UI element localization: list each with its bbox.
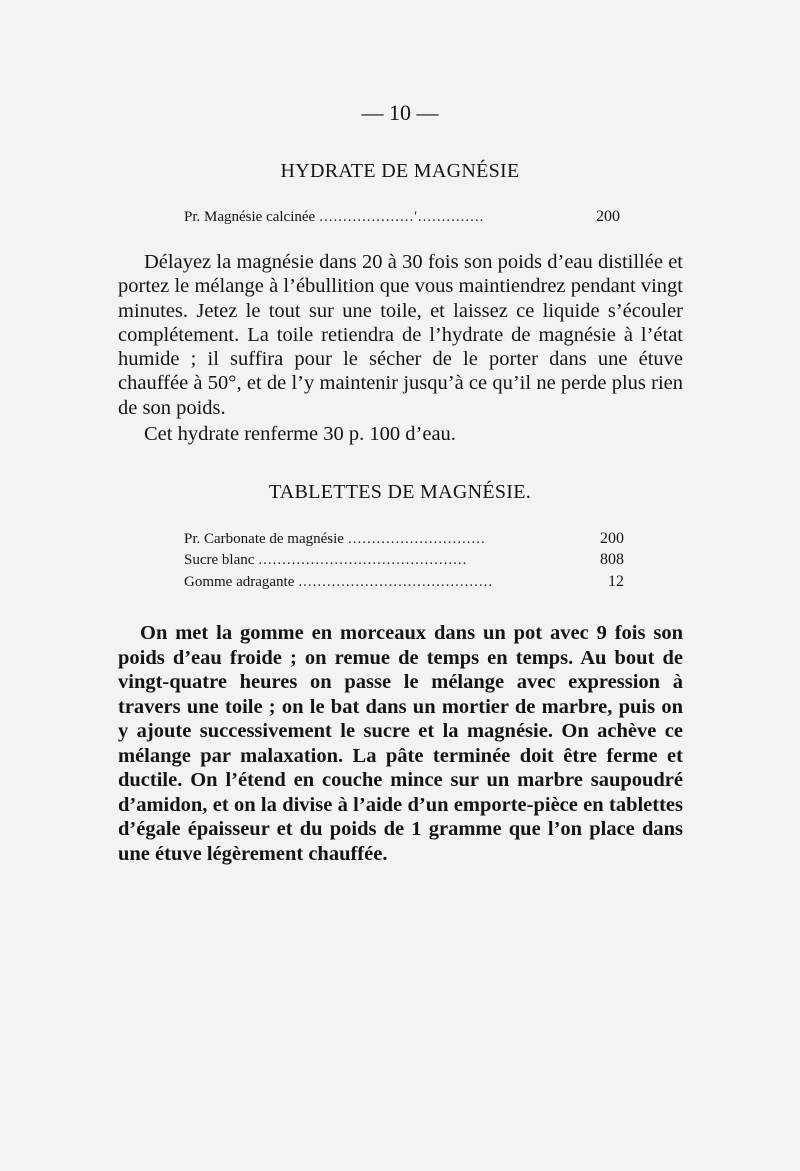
leader-dots: ............................. bbox=[347, 531, 486, 547]
ingredient-quantity: 200 bbox=[600, 530, 624, 547]
recipe-line bbox=[184, 573, 624, 591]
recipe-line bbox=[184, 551, 624, 569]
leader-dots: ............................................ bbox=[258, 552, 468, 568]
ingredient-quantity: 12 bbox=[608, 573, 624, 590]
leader-dots: ......................................... bbox=[298, 574, 494, 590]
paragraph-tablettes-method: On met la gomme en morceaux dans un pot avec 9 fois son poids d’eau froide ; on remue de temps en temps. Au bout de vingt-quatre heures on passe le mélange avec expression à travers une toile ; on le bat dans un mortier de marbre, puis on y ajoute successivement le sucre et la magnésie. On achève ce mélange par malaxation. La pâte terminée doit être ferme et ductile. On l’étend en couche mince sur un marbre saupoudré d’amidon, et on la divise à l’aide d’un emporte-pièce en tablettes d’égale épaisseur et du poids de 1 gramme que l’on place dans une étuve légèrement chauffée. bbox=[118, 622, 683, 865]
section-title-tablettes: TABLETTES DE MAGNÉSIE. bbox=[268, 481, 532, 503]
section-title-hydrate: HYDRATE DE MAGNÉSIE bbox=[280, 160, 520, 182]
ingredient-quantity: 200 bbox=[596, 208, 620, 225]
ingredient-name: Sucre blanc bbox=[184, 552, 255, 568]
recipe-line bbox=[184, 208, 620, 226]
paragraph-water-content: Cet hydrate renferme 30 p. 100 d’eau. bbox=[144, 423, 456, 445]
ingredient-name: Gomme adragante bbox=[184, 574, 295, 590]
ingredient-quantity: 808 bbox=[600, 551, 624, 568]
ingredient-name: Pr. Carbonate de magnésie bbox=[184, 531, 344, 547]
leader-dots: ....................'.............. bbox=[319, 209, 485, 225]
ingredient-name: Pr. Magnésie calcinée bbox=[184, 209, 316, 225]
paragraph-preparation: Délayez la magnésie dans 20 à 30 fois son poids d’eau distillée et portez le mélange à l’ébullition que vous maintiendrez pendant vingt minutes. Jetez le tout sur une toile, et laissez ce liquide s’écouler complétement. La toile retiendra de l’hydrate de magnésie à l’état humide ; il suffira pour le sécher de le porter dans une étuve chauffée à 50°, et de l’y maintenir jusqu’à ce qu’il ne perde plus rien de son poids. bbox=[118, 251, 683, 419]
recipe-line bbox=[184, 530, 624, 548]
page-number: — 10 — bbox=[361, 100, 439, 125]
